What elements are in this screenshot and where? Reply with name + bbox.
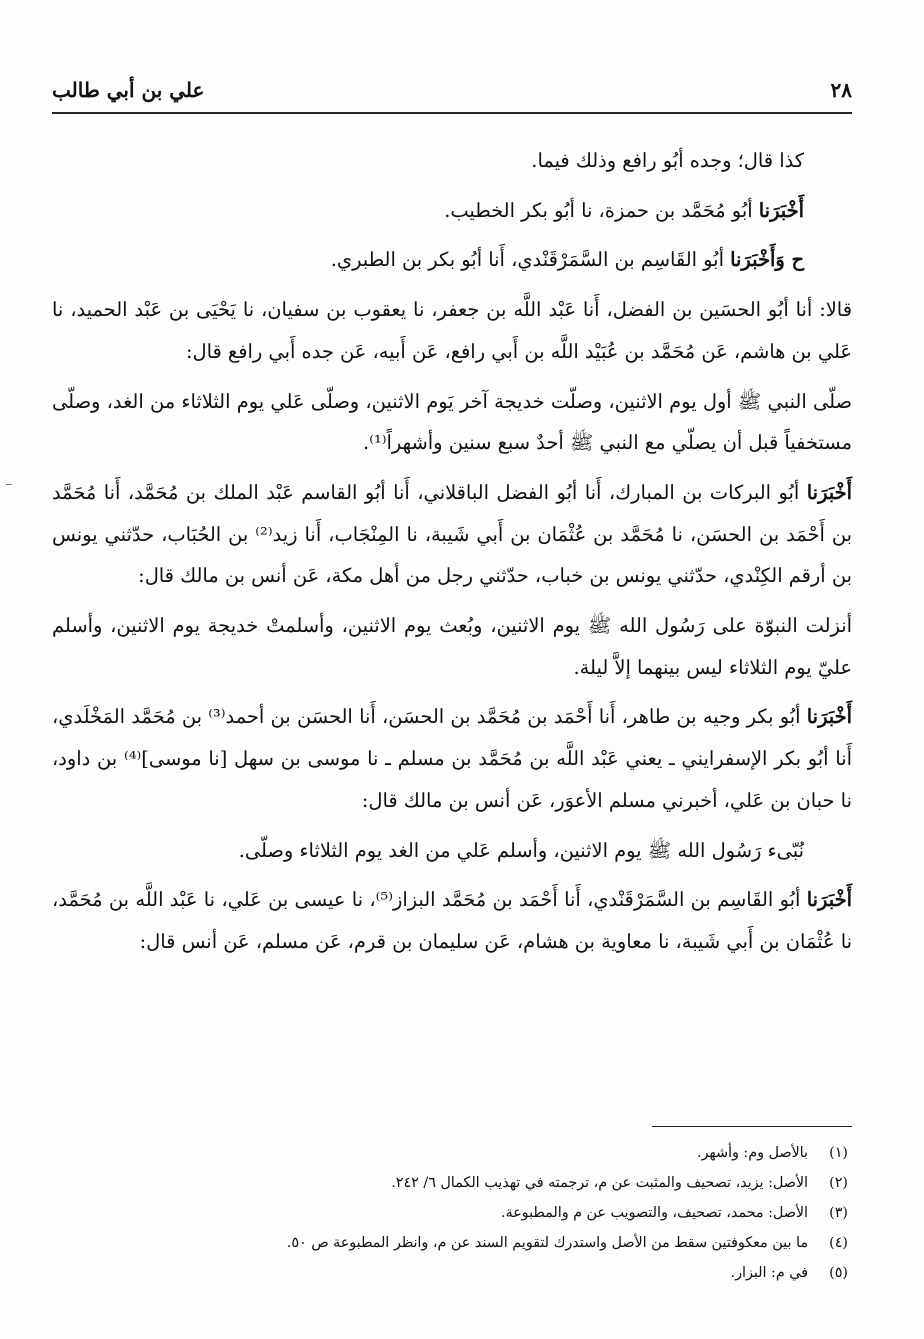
header-rule [52, 112, 852, 114]
footnote-number: (٥) [829, 1265, 848, 1281]
margin-mark [6, 484, 12, 491]
footnote-text: الأصل: محمد، تصحيف، والتصويب عن م والمطبوعة. [500, 1205, 808, 1221]
footnote-text: بالأصل وم: وأشهر. [697, 1145, 808, 1161]
footnote-number: (٢) [829, 1175, 848, 1191]
page-header [52, 78, 852, 106]
paragraph: كذا قال؛ وجده أبُو رافع وذلك فيما. [531, 149, 804, 172]
paragraph: أَخْبَرَنا أبُو بكر وجيه بن طاهر، أَنا أَحْمَد بن مُحَمَّد بن الحسَن، أَنا الحسَن بن أحمد⁽³⁾ بن مُحَمَّد المَخْلَدي، أَنا أبُو بكر الإسفرايني ـ يعني عَبْد اللَّه بن مُحَمَّد بن مسلم ـ نا موسى بن سهل [نا موسى]⁽⁴⁾ بن داود، نا حبان بن عَلي، أخبرني مسلم الأعوَر، عَن أنس بن مالك قال: [52, 705, 852, 812]
footnote-text: ما بين معكوفتين سقط من الأصل واستدرك لتقويم السند عن م، وانظر المطبوعة ص ٥٠. [286, 1235, 808, 1251]
footnote [52, 1258, 852, 1288]
paragraph: قالا: أنا أبُو الحسَين بن الفضل، أَنا عَبْد اللَّه بن جعفر، نا يعقوب بن سفيان، نا يَحْيَى بن عَبْد الحميد، نا عَلي بن هاشم، عَن مُحَمَّد بن عُبَيْد اللَّه بن أَبي رافع، عَن أَبيه، عَن جده أَبي رافع قال: [52, 298, 852, 363]
paragraph: ح وَأَخْبَرَنا أبُو القَاسِم بن السَّمَرْقَنْدي، أَنا أبُو بكر بن الطبري. [330, 248, 804, 272]
chain-keyword: أَخْبَرَنا [806, 480, 852, 504]
paragraph: أَخْبَرَنا أبُو القَاسِم بن السَّمَرْقَنْدي، أَنا أَحْمَد بن مُحَمَّد البزاز⁽⁵⁾، نا عيسى بن عَلي، نا عَبْد اللَّه بن مُحَمَّد، نا عُثْمَان بن أَبي شَيبة، نا معاوية بن هشام، عَن سليمان بن قرم، عَن مسلم، عَن أنس قال: [52, 888, 852, 953]
footnote [52, 1138, 852, 1168]
chain-keyword: ح وَأَخْبَرَنا [730, 248, 804, 272]
main-text [52, 140, 852, 971]
footnotes [52, 1138, 852, 1288]
chain-keyword: أَخْبَرَنا [806, 888, 852, 912]
chain-keyword: أَخْبَرَنا [758, 198, 804, 222]
footnote [52, 1228, 852, 1258]
footnote-text: الأصل: يزيد، تصحيف والمثبت عن م، ترجمته في تهذيب الكمال ٦/ ٢٤٢. [391, 1175, 808, 1191]
footnote [52, 1198, 852, 1228]
footnote-number: (٣) [829, 1205, 848, 1221]
paragraph: نُبّىء رَسُول الله ﷺ يوم الاثنين، وأسلم عَلي من الغد يوم الثلاثاء وصلّى. [238, 838, 804, 862]
footnote [52, 1168, 852, 1198]
paragraph: أنزلت النبوّة على رَسُول الله ﷺ يوم الاثنين، وبُعث يوم الاثنين، وأسلمتْ خديجة يوم الاثنين، وأسلم عليّ يوم الثلاثاء ليس بينهما إلاَّ ليلة. [52, 614, 852, 679]
running-title: علي بن أبي طالب [52, 78, 205, 102]
footnote-text: في م: البزار. [730, 1265, 808, 1281]
paragraph: أَخْبَرَنا أبُو مُحَمَّد بن حمزة، نا أبُو بكر الخطيب. [444, 198, 804, 222]
paragraph: أَخْبَرَنا أبُو البركات بن المبارك، أَنا أبُو الفضل الباقلاني، أَنا أبُو القاسم عَبْد الملك بن مُحَمَّد، أَنا مُحَمَّد بن أَحْمَد بن الحسَن، نا مُحَمَّد بن عُثْمَان بن أَبي شَيبة، نا المِنْجَاب، أَنا زيد⁽²⁾ بن الحُبَاب، حدّثني يونس بن أرقم الكِنْدي، حدّثني يونس بن خباب، حدّثني رجل من أهل مكة، عَن أنس بن مالك قال: [52, 480, 852, 588]
paragraph: صلّى النبي ﷺ أول يوم الاثنين، وصلّت خديجة آخر يَوم الاثنين، وصلّى عَلي يوم الثلاثاء من الغد، وصلّى مستخفياً قبل أن يصلّي مع النبي ﷺ أحدٌ سبع سنين وأشهراً⁽¹⁾. [52, 389, 852, 455]
page-number: ٢٨ [830, 78, 852, 102]
footnote-number: (٤) [829, 1235, 848, 1251]
footnote-rule [652, 1126, 852, 1127]
footnote-number: (١) [829, 1145, 848, 1161]
chain-keyword: أَخْبَرَنا [806, 705, 852, 729]
